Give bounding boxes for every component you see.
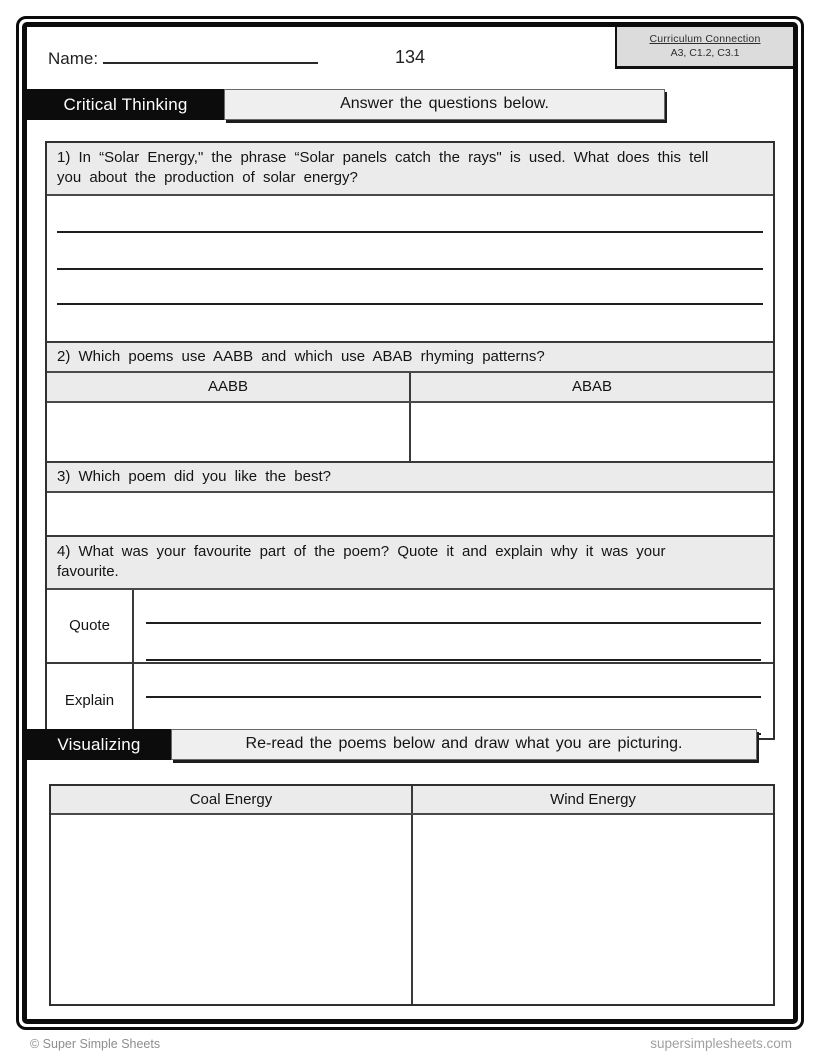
question-2-prompt: 2) Which poems use AABB and which use ABAB rhyming patterns?	[47, 343, 773, 373]
wind-energy-column: Wind Energy	[550, 791, 636, 808]
drawing-table	[49, 784, 775, 1006]
aabb-answer-cell[interactable]	[47, 403, 411, 461]
section-label-visualizing: Visualizing	[27, 729, 171, 760]
quote-answer-area[interactable]	[134, 590, 773, 662]
critical-thinking-instruction: Answer the questions below.	[224, 89, 665, 120]
copyright-text: © Super Simple Sheets	[30, 1037, 161, 1051]
question-4-prompt: 4) What was your favourite part of the poem? Quote it and explain why it was your favourite.	[47, 537, 773, 590]
website-text: supersimplesheets.com	[650, 1036, 792, 1051]
writing-line[interactable]	[57, 231, 763, 233]
explain-row	[47, 664, 773, 738]
coal-energy-drawing-area[interactable]	[51, 815, 413, 1004]
writing-line[interactable]	[57, 268, 763, 270]
page-content	[27, 27, 793, 1019]
quote-row-label: Quote	[47, 590, 134, 662]
rhyme-column-aabb: AABB	[47, 373, 411, 401]
writing-line[interactable]	[146, 659, 761, 661]
curriculum-connection-box	[615, 27, 793, 69]
rhyme-table-header	[47, 373, 773, 403]
curriculum-title: Curriculum Connection	[649, 33, 761, 45]
writing-line[interactable]	[57, 303, 763, 305]
critical-thinking-bar	[27, 89, 665, 120]
name-label: Name:	[48, 49, 99, 68]
curriculum-codes: A3, C1.2, C3.1	[670, 47, 740, 59]
wind-energy-drawing-area[interactable]	[413, 815, 773, 1004]
coal-energy-column: Coal Energy	[51, 786, 413, 813]
question-1-prompt: 1) In “Solar Energy," the phrase “Solar panels catch the rays" is used. What does this tell you about the production of solar energy?	[47, 143, 773, 196]
explain-row-label: Explain	[47, 664, 134, 738]
writing-line[interactable]	[146, 696, 761, 698]
section-label-critical-thinking: Critical Thinking	[27, 89, 224, 120]
visualizing-instruction: Re-read the poems below and draw what you are picturing.	[171, 729, 757, 760]
page-inner-frame	[22, 22, 798, 1024]
question-1-answer-area[interactable]	[47, 231, 773, 343]
questions-block	[45, 141, 775, 740]
question-3-answer-area[interactable]	[47, 493, 773, 537]
page-number: 134	[394, 47, 426, 67]
drawing-table-body	[51, 815, 773, 1004]
question-3-prompt: 3) Which poem did you like the best?	[47, 463, 773, 493]
drawing-table-header	[51, 786, 773, 815]
page-border-frame	[16, 16, 804, 1030]
explain-answer-area[interactable]	[134, 664, 773, 738]
page-footer	[30, 1036, 792, 1051]
abab-answer-cell[interactable]	[411, 403, 773, 461]
quote-row	[47, 590, 773, 664]
writing-line[interactable]	[146, 622, 761, 624]
rhyme-table-body	[47, 403, 773, 463]
rhyme-column-abab: ABAB	[571, 377, 613, 395]
visualizing-bar	[27, 729, 757, 760]
